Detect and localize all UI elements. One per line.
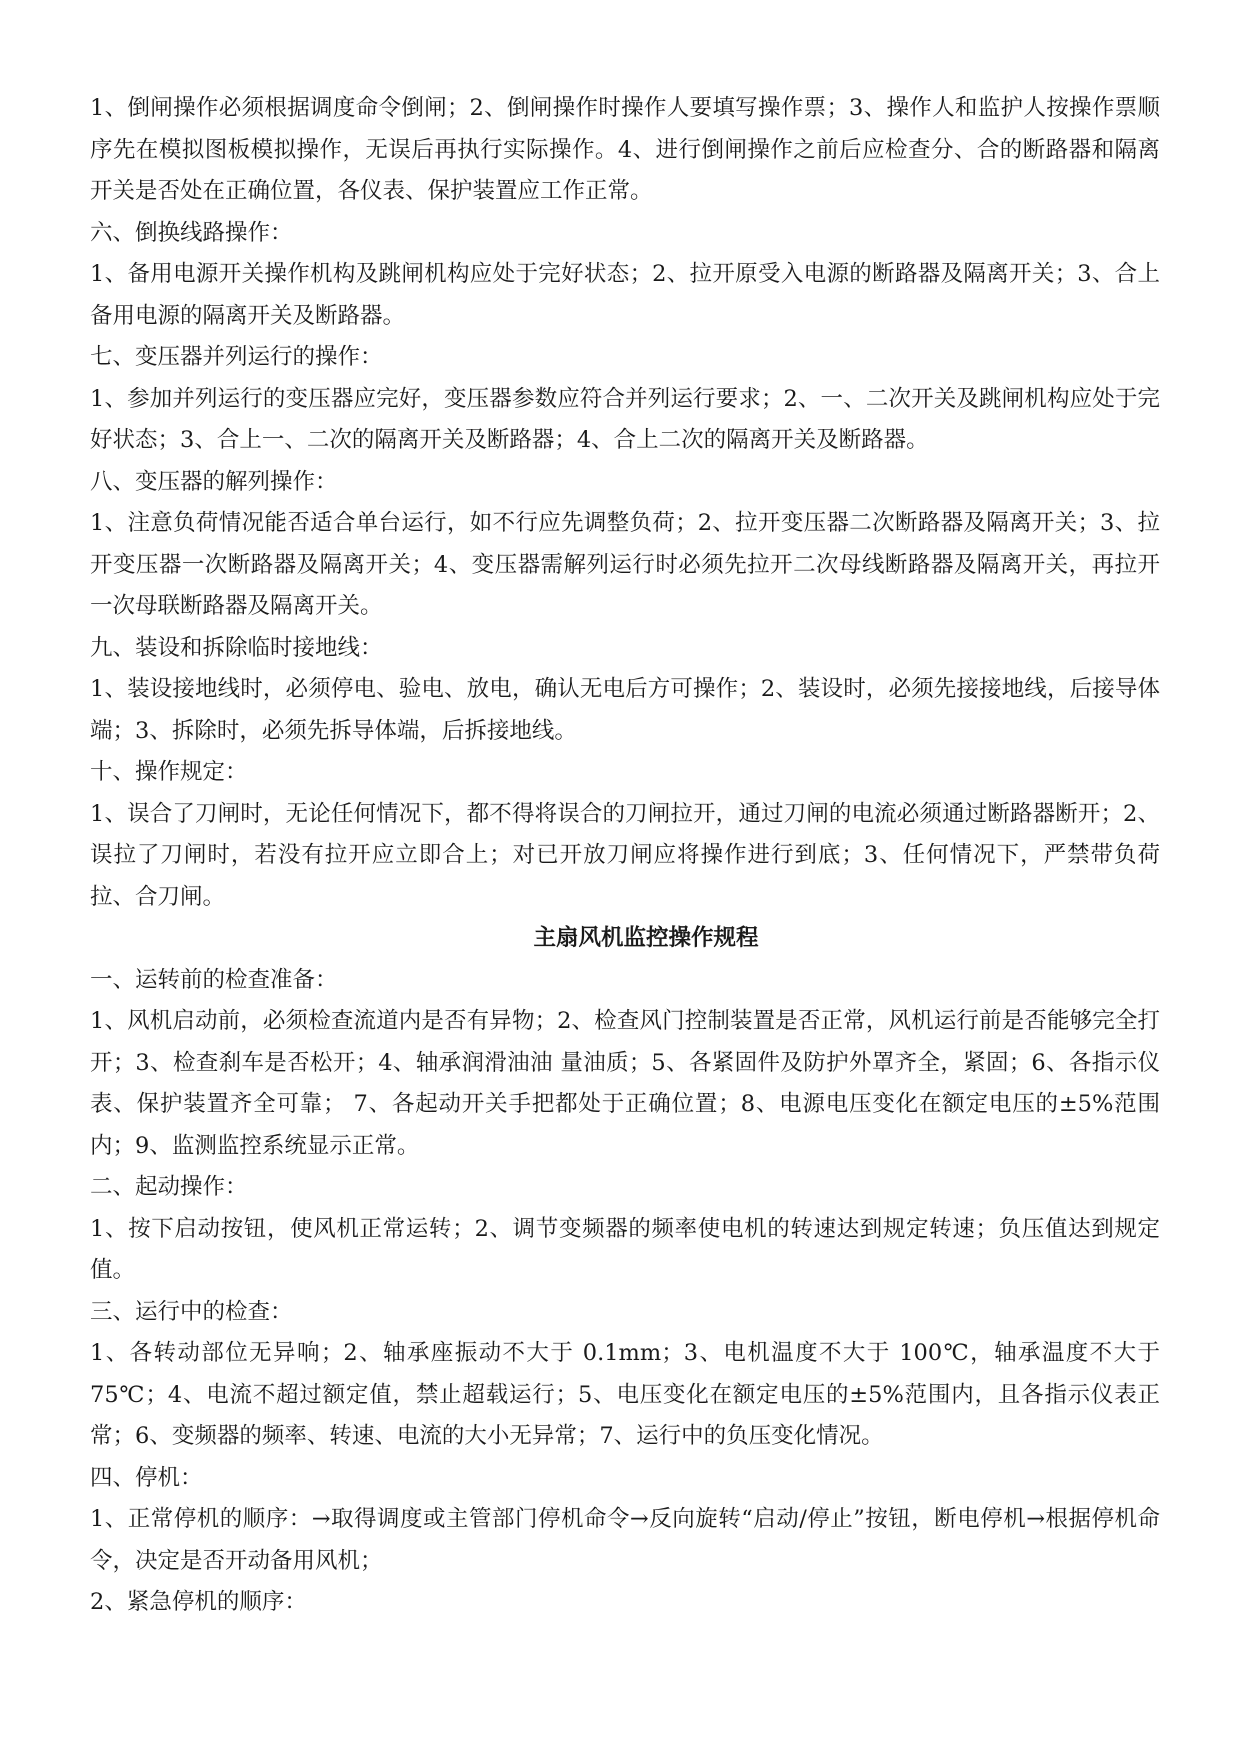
paragraph-body: 1、备用电源开关操作机构及跳闸机构应处于完好状态；2、拉开原受入电源的断路器及隔离开关；3、合上备用电源的隔离开关及断路器。	[90, 261, 1160, 329]
paragraph-body: 1、误合了刀闸时，无论任何情况下，都不得将误合的刀闸拉开，通过刀闸的电流必须通过断路器断开；2、误拉了刀闸时，若没有拉开应立即合上；对已开放刀闸应将操作进行到底；3、任何情况下，严禁带负荷拉、合刀闸。	[90, 800, 1160, 910]
paragraph-body: 1、倒闸操作必须根据调度命令倒闸；2、倒闸操作时操作人要填写操作票；3、操作人和监护人按操作票顺序先在模拟图板模拟操作，无误后再执行实际操作。4、进行倒闸操作之前后应检查分、合的断路器和隔离开关是否处在正确位置，各仪表、保护装置应工作正常。	[90, 95, 1160, 204]
paragraph-body: 1、正常停机的顺序：→取得调度或主管部门停机命令→反向旋转“启动/停止”按钮，断电停机→根据停机命令，决定是否开动备用风机；	[90, 1506, 1160, 1574]
paragraph-body: 2、紧急停机的顺序：	[90, 1589, 307, 1615]
section-heading: 七、变压器并列运行的操作：	[90, 344, 383, 370]
paragraph-body: 1、各转动部位无异响；2、轴承座振动不大于 0.1mm；3、电机温度不大于 100℃，轴承温度不大于 75℃；4、电流不超过额定值，禁止超载运行；5、电压变化在额定电压的±5%范围内，且各指示仪表正常；6、变频器的频率、转速、电流的大小无异常；7、运行中的负压变化情况。	[90, 1340, 1160, 1449]
section-heading: 二、起动操作：	[90, 1174, 248, 1200]
paragraph-body: 1、风机启动前，必须检查流道内是否有异物；2、检查风门控制装置是否正常，风机运行前是否能够完全打开；3、检查刹车是否松开；4、轴承润滑油油 量油质；5、各紧固件及防护外罩齐全，紧固；6、各指示仪表、保护装置齐全可靠； 7、各起动开关手把都处于正确位置；8、电源电压变化在额定电压的±5%范围内；9、监测监控系统显示正常。	[90, 1008, 1160, 1159]
section-heading: 十、操作规定：	[90, 759, 248, 785]
paragraph-body: 1、装设接地线时，必须停电、验电、放电，确认无电后方可操作；2、装设时，必须先接接地线，后接导体端；3、拆除时，必须先拆导体端，后拆接地线。	[90, 676, 1160, 744]
document-title: 主扇风机监控操作规程	[533, 925, 759, 951]
section-heading: 三、运行中的检查：	[90, 1298, 293, 1325]
section-heading: 九、装设和拆除临时接地线：	[90, 634, 383, 661]
paragraph-body: 1、参加并列运行的变压器应完好，变压器参数应符合并列运行要求；2、一、二次开关及跳闸机构应处于完好状态；3、合上一、二次的隔离开关及断路器；4、合上二次的隔离开关及断路器。	[90, 385, 1160, 453]
paragraph-body: 1、按下启动按钮，使风机正常运转；2、调节变频器的频率使电机的转速达到规定转速；负压值达到规定值。	[90, 1215, 1160, 1283]
document-page	[90, 88, 1160, 1624]
section-heading: 一、运转前的检查准备：	[90, 966, 338, 993]
section-heading: 六、倒换线路操作：	[90, 219, 293, 246]
section-heading: 八、变压器的解列操作：	[90, 468, 338, 495]
paragraph-body: 1、注意负荷情况能否适合单台运行，如不行应先调整负荷；2、拉开变压器二次断路器及隔离开关；3、拉开变压器一次断路器及隔离开关；4、变压器需解列运行时必须先拉开二次母线断路器及隔离开关，再拉开一次母联断路器及隔离开关。	[90, 510, 1160, 619]
section-heading: 四、停机：	[90, 1464, 203, 1491]
